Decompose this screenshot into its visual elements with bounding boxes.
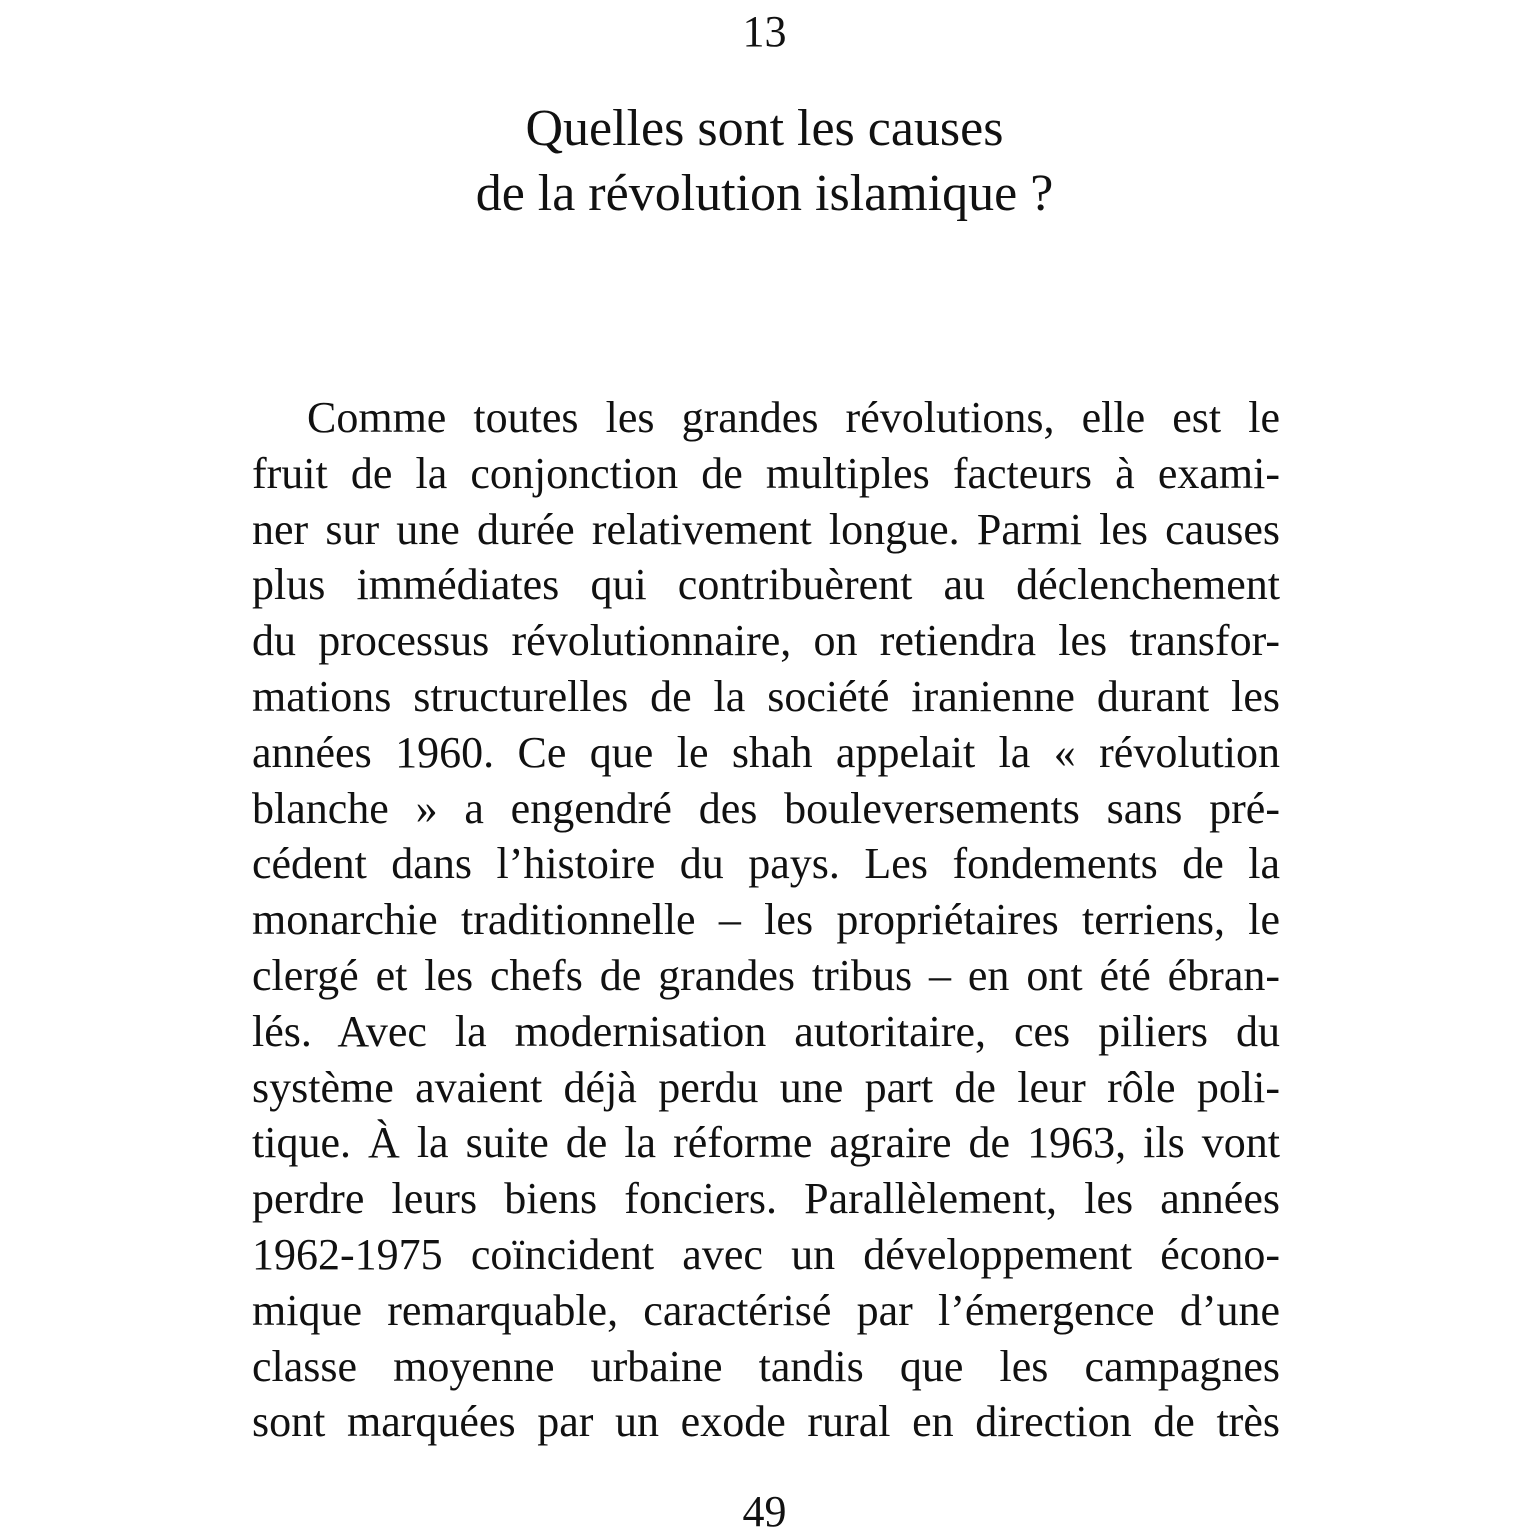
page-number: 49 xyxy=(742,1487,787,1529)
text-line: blanche » a engendré des bouleversements sans pré- xyxy=(252,783,1280,833)
text-line: années 1960. Ce que le shah appelait la « révolution xyxy=(252,727,1280,777)
text-line: monarchie traditionnelle – les propriétaires terriens, le xyxy=(252,895,1280,945)
text-line: perdre leurs biens fonciers. Parallèlement, les années xyxy=(252,1174,1280,1224)
text-line: système avaient déjà perdu une part de leur rôle poli- xyxy=(252,1062,1280,1112)
paragraph xyxy=(252,390,1280,1450)
text-line: Comme toutes les grandes révolutions, elle est le xyxy=(307,393,1280,442)
text-line: classe moyenne urbaine tandis que les campagnes xyxy=(252,1341,1280,1391)
text-line: tique. À la suite de la réforme agraire de 1963, ils vont xyxy=(252,1118,1280,1168)
text-line: mique remarquable, caractérisé par l’émergence d’une xyxy=(252,1285,1280,1335)
text-line: 1962-1975 coïncident avec un développement écono- xyxy=(252,1229,1280,1279)
text-line: cédent dans l’histoire du pays. Les fondements de la xyxy=(252,839,1280,889)
text-line: du processus révolutionnaire, on retiendra les transfor- xyxy=(252,616,1280,666)
text-line: clergé et les chefs de grandes tribus – en ont été ébran- xyxy=(252,950,1280,1000)
text-line: fruit de la conjonction de multiples facteurs à exami- xyxy=(252,448,1280,498)
text-line: lés. Avec la modernisation autoritaire, ces piliers du xyxy=(252,1006,1280,1056)
chapter-title xyxy=(0,96,1529,226)
text-line: plus immédiates qui contribuèrent au déclenchement xyxy=(252,560,1280,610)
chapter-number: 13 xyxy=(742,7,787,56)
text-line: ner sur une durée relativement longue. Parmi les causes xyxy=(252,504,1280,554)
text-line: mations structurelles de la société iranienne durant les xyxy=(252,671,1280,721)
chapter-title-line-1: Quelles sont les causes xyxy=(525,100,1004,157)
chapter-title-line-2: de la révolution islamique ? xyxy=(475,165,1054,222)
text-line: sont marquées par un exode rural en direction de très xyxy=(252,1397,1280,1447)
